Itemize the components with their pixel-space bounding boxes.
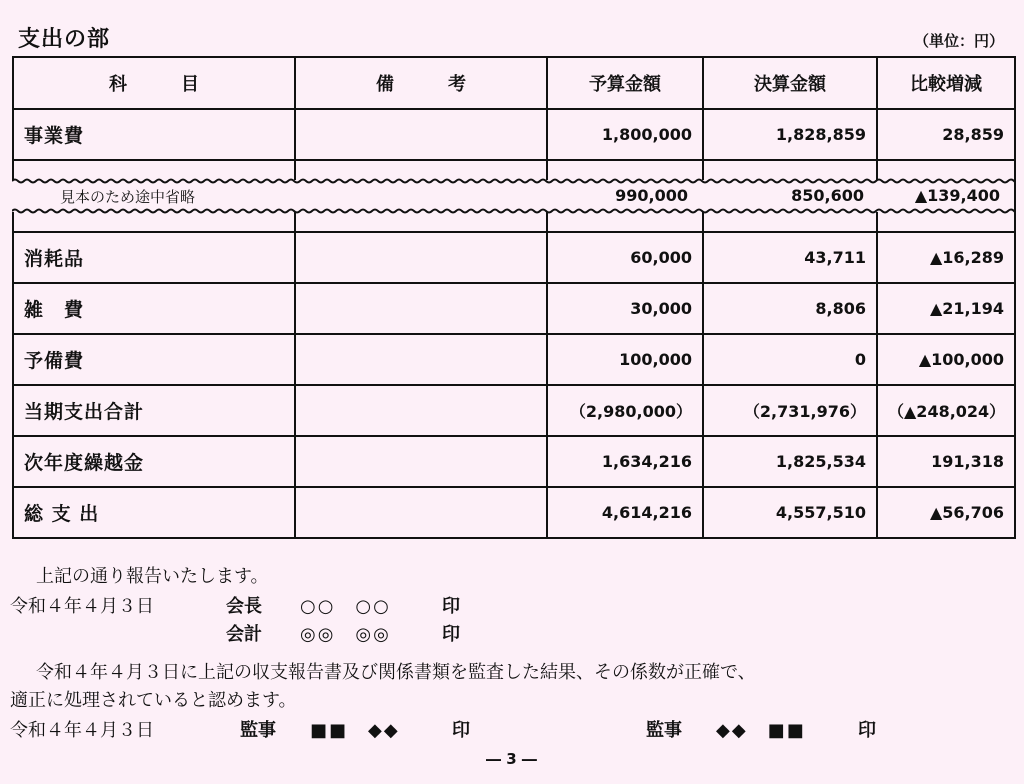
row-name: 事業費 bbox=[13, 109, 295, 160]
row-name: 雑 費 bbox=[13, 283, 295, 334]
auditor1-seal: 印 bbox=[452, 720, 470, 741]
row-note bbox=[295, 109, 547, 160]
chair-label: 会長 bbox=[226, 596, 262, 617]
row-diff: 28,859 bbox=[877, 109, 1015, 160]
row-name: 消耗品 bbox=[13, 232, 295, 283]
report-statement: 上記の通り報告いたします。 bbox=[36, 566, 269, 587]
row-diff: ▲16,289 bbox=[877, 232, 1015, 283]
table-row bbox=[13, 109, 1015, 160]
audit-date: 令和４年４月３日 bbox=[10, 720, 154, 741]
header-actual: 決算金額 bbox=[703, 57, 877, 109]
auditor2-label: 監事 bbox=[646, 720, 682, 741]
row-actual: 0 bbox=[703, 334, 877, 385]
auditor2-seal: 印 bbox=[858, 720, 876, 741]
omitted-actual: 850,600 bbox=[791, 186, 864, 205]
row-budget: 1,800,000 bbox=[547, 109, 703, 160]
treasurer-label: 会計 bbox=[226, 624, 262, 645]
row-actual: 43,711 bbox=[703, 232, 877, 283]
treasurer-seal: 印 bbox=[442, 624, 460, 645]
row-budget: （2,980,000） bbox=[547, 385, 703, 436]
table-row bbox=[13, 487, 1015, 538]
row-note bbox=[295, 385, 547, 436]
row-diff: ▲21,194 bbox=[877, 283, 1015, 334]
row-budget: 100,000 bbox=[547, 334, 703, 385]
row-note bbox=[295, 283, 547, 334]
row-note bbox=[295, 436, 547, 487]
chair-name: ○○ ○○ bbox=[300, 596, 391, 617]
page-number: ― 3 ― bbox=[486, 750, 537, 768]
header-budget: 予算金額 bbox=[547, 57, 703, 109]
row-name: 予備費 bbox=[13, 334, 295, 385]
audit-text-line2: 適正に処理されていると認めます。 bbox=[10, 690, 297, 711]
header-item: 科 目 bbox=[13, 57, 295, 109]
row-actual: （2,731,976） bbox=[703, 385, 877, 436]
table-row bbox=[13, 385, 1015, 436]
row-diff: 191,318 bbox=[877, 436, 1015, 487]
omitted-label: 見本のため途中省略 bbox=[60, 188, 196, 206]
omitted-budget: 990,000 bbox=[615, 186, 688, 205]
row-diff: ▲56,706 bbox=[877, 487, 1015, 538]
row-actual: 8,806 bbox=[703, 283, 877, 334]
table-header-row bbox=[13, 57, 1015, 109]
row-diff: （▲248,024） bbox=[877, 385, 1015, 436]
report-date: 令和４年４月３日 bbox=[10, 596, 154, 617]
table-row bbox=[13, 334, 1015, 385]
row-note bbox=[295, 487, 547, 538]
row-actual: 4,557,510 bbox=[703, 487, 877, 538]
row-budget: 30,000 bbox=[547, 283, 703, 334]
row-diff: ▲100,000 bbox=[877, 334, 1015, 385]
auditor1-label: 監事 bbox=[240, 720, 276, 741]
row-budget: 1,634,216 bbox=[547, 436, 703, 487]
auditor1-name: ■■ ◆◆ bbox=[310, 720, 400, 741]
table-row bbox=[13, 436, 1015, 487]
row-name: 総 支 出 bbox=[13, 487, 295, 538]
omitted-diff: ▲139,400 bbox=[914, 186, 1000, 205]
row-budget: 60,000 bbox=[547, 232, 703, 283]
row-name: 当期支出合計 bbox=[13, 385, 295, 436]
section-title: 支出の部 bbox=[18, 27, 111, 52]
header-diff: 比較増減 bbox=[877, 57, 1015, 109]
chair-seal: 印 bbox=[442, 596, 460, 617]
treasurer-name: ◎◎ ◎◎ bbox=[300, 624, 391, 645]
audit-text-line1: 令和４年４月３日に上記の収支報告書及び関係書類を監査した結果、その係数が正確で、 bbox=[36, 662, 756, 683]
row-actual: 1,828,859 bbox=[703, 109, 877, 160]
row-name: 次年度繰越金 bbox=[13, 436, 295, 487]
row-actual: 1,825,534 bbox=[703, 436, 877, 487]
row-budget: 4,614,216 bbox=[547, 487, 703, 538]
expenditure-table bbox=[12, 56, 1016, 539]
auditor2-name: ◆◆ ■■ bbox=[716, 720, 806, 741]
unit-label: （単位：円） bbox=[913, 32, 1004, 50]
row-note bbox=[295, 334, 547, 385]
table-row bbox=[13, 283, 1015, 334]
row-note bbox=[295, 232, 547, 283]
header-note: 備 考 bbox=[295, 57, 547, 109]
omitted-band bbox=[12, 176, 1014, 216]
table-row bbox=[13, 232, 1015, 283]
